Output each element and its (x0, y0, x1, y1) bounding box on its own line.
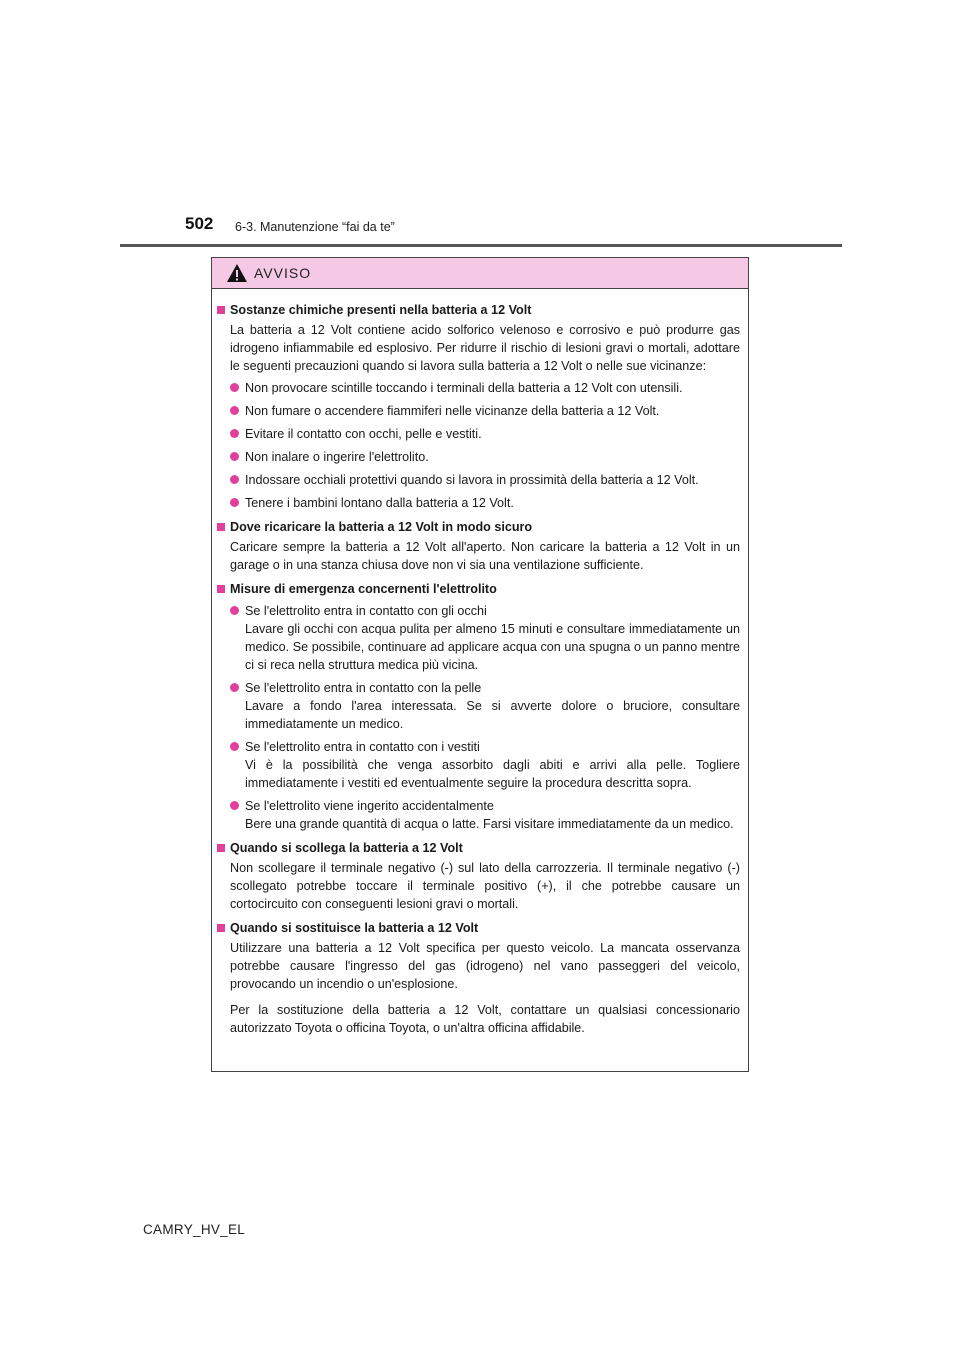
warning-section (217, 301, 740, 512)
section-header: 6-3. Manutenzione “fai da te” (235, 220, 395, 234)
square-bullet-icon (217, 924, 225, 932)
section-text: Utilizzare una batteria a 12 Volt specifica per questo veicolo. La mancata osservanza potrebbe causare l'ingresso del gas (idrogeno) nel vano passeggeri del veicolo, provocando un incendio o un'esplosione. (230, 941, 740, 991)
section-text: La batteria a 12 Volt contiene acido solforico velenoso e corrosivo e può produrre gas idrogeno infiammabile ed esplosivo. Per ridurre il rischio di lesioni gravi o mortali, adottare le seguenti precauzioni quando si lavora sulla batteria a 12 Volt o nelle sue vicinanze: (230, 323, 740, 373)
page-number: 502 (185, 214, 214, 233)
warning-section (217, 839, 740, 913)
warning-section (217, 919, 740, 1037)
square-bullet-icon (217, 306, 225, 314)
section-title: Misure di emergenza concernenti l'elettrolito (217, 580, 740, 598)
round-bullet-icon (230, 683, 239, 692)
list-item: Se l'elettrolito entra in contatto con gli occhi Lavare gli occhi con acqua pulita per almeno 15 minuti e consultare immediatamente un medico. Se possibile, continuare ad applicare acqua con una spugna o un panno mentre ci si reca nella struttura medica più vicina. (217, 602, 740, 674)
list-item: Non provocare scintille toccando i terminali della batteria a 12 Volt con utensili. (217, 379, 740, 397)
section-title: Dove ricaricare la batteria a 12 Volt in modo sicuro (217, 518, 740, 536)
section-text: Non scollegare il terminale negativo (-) sul lato della carrozzeria. Il terminale negativo (-) scollegato potrebbe toccare il terminale positivo (+), il che potrebbe causare un cortocircuito con conseguenti lesioni gravi o mortali. (230, 861, 740, 911)
warning-label: AVVISO (254, 265, 312, 281)
header-rule (120, 244, 842, 247)
round-bullet-icon (230, 452, 239, 461)
round-bullet-icon (230, 606, 239, 615)
list-item: Non fumare o accendere fiammiferi nelle vicinanze della batteria a 12 Volt. (217, 402, 740, 420)
warning-header (212, 258, 748, 289)
round-bullet-icon (230, 801, 239, 810)
square-bullet-icon (217, 585, 225, 593)
square-bullet-icon (217, 844, 225, 852)
round-bullet-icon (230, 742, 239, 751)
list-item: Tenere i bambini lontano dalla batteria a 12 Volt. (217, 494, 740, 512)
list-item: Indossare occhiali protettivi quando si lavora in prossimità della batteria a 12 Volt. (217, 471, 740, 489)
warning-section (217, 518, 740, 574)
list-item: Evitare il contatto con occhi, pelle e vestiti. (217, 425, 740, 443)
round-bullet-icon (230, 406, 239, 415)
section-text: Per la sostituzione della batteria a 12 Volt, contattare un qualsiasi concessionario autorizzato Toyota o officina Toyota, o un'altra officina affidabile. (230, 1003, 740, 1035)
list-item: Se l'elettrolito viene ingerito accidentalmente Bere una grande quantità di acqua o latte. Farsi visitare immediatamente da un medico. (217, 797, 740, 833)
section-text: Caricare sempre la batteria a 12 Volt all'aperto. Non caricare la batteria a 12 Volt in un garage o in una stanza chiusa dove non vi sia una ventilazione sufficiente. (230, 540, 740, 572)
section-title: Sostanze chimiche presenti nella batteria a 12 Volt (217, 301, 740, 319)
round-bullet-icon (230, 429, 239, 438)
round-bullet-icon (230, 498, 239, 507)
square-bullet-icon (217, 523, 225, 531)
round-bullet-icon (230, 383, 239, 392)
footer-code: CAMRY_HV_EL (143, 1222, 246, 1237)
warning-section (217, 580, 740, 833)
warning-triangle-icon (226, 263, 248, 283)
round-bullet-icon (230, 475, 239, 484)
warning-body (212, 289, 748, 1037)
list-item: Se l'elettrolito entra in contatto con i vestiti Vi è la possibilità che venga assorbito dagli abiti e arrivi alla pelle. Togliere immediatamente i vestiti ed eventualmente seguire la procedura descritta sopra. (217, 738, 740, 792)
list-item: Non inalare o ingerire l'elettrolito. (217, 448, 740, 466)
list-item: Se l'elettrolito entra in contatto con la pelle Lavare a fondo l'area interessata. Se si avverte dolore o bruciore, consultare immediatamente un medico. (217, 679, 740, 733)
section-title: Quando si sostituisce la batteria a 12 Volt (217, 919, 740, 937)
warning-box (211, 257, 749, 1072)
section-title: Quando si scollega la batteria a 12 Volt (217, 839, 740, 857)
